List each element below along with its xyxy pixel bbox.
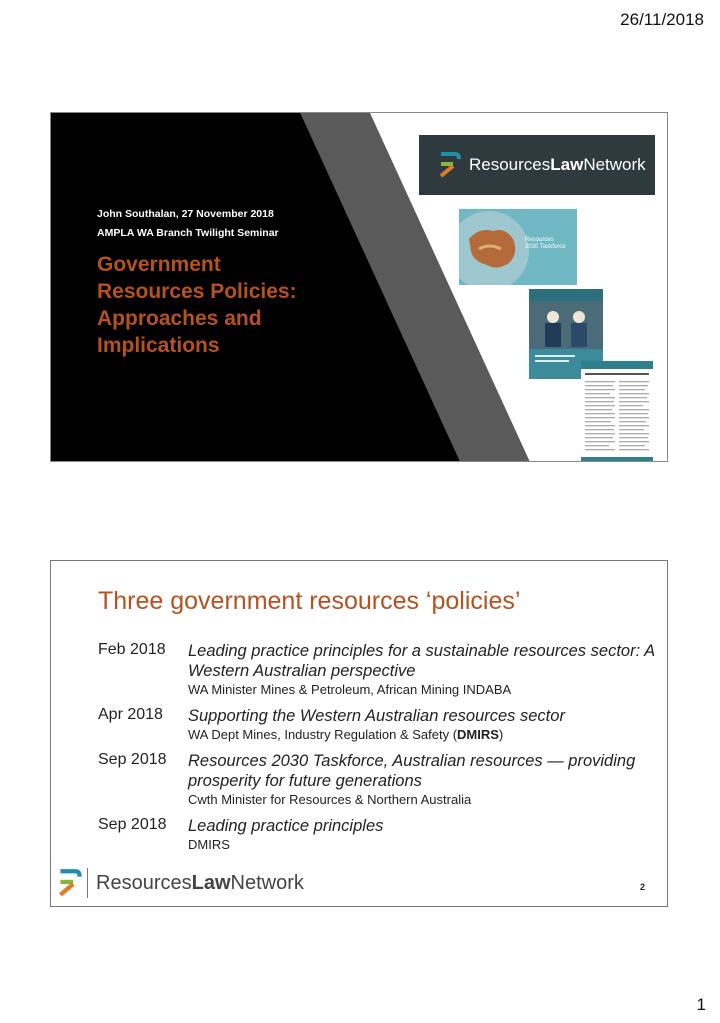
- policy-title: Supporting the Western Australian resources sector: [188, 707, 565, 725]
- policy-source: Cwth Minister for Resources & Northern Australia: [188, 792, 472, 807]
- rln-wordmark: ResourcesLawNetwork: [96, 871, 304, 894]
- policy-title: Leading practice principles for a sustainable resources sector: A Western Australian perspective: [188, 642, 655, 680]
- document-footer-bar: [581, 457, 653, 461]
- slide-number: 2: [639, 882, 645, 892]
- author-line: John Southalan, 27 November 2018: [97, 208, 274, 220]
- policy-title: Resources 2030 Taskforce, Australian resources — providing prosperity for future generations: [188, 752, 636, 790]
- policies-slide: [50, 560, 668, 907]
- rln-wordmark: ResourcesLawNetwork: [469, 155, 646, 174]
- policy-list: [98, 641, 658, 861]
- rln-logo-header: [419, 135, 655, 195]
- policy-source: WA Dept Mines, Industry Regulation & Safety (DMIRS): [188, 727, 504, 742]
- rln-mark-icon: [57, 867, 83, 899]
- policy-date: Feb 2018: [98, 641, 166, 658]
- seminar-line: AMPLA WA Branch Twilight Seminar: [97, 227, 279, 239]
- policy-item: [98, 816, 658, 853]
- title-slide: [50, 112, 668, 462]
- policy-document-page: [581, 361, 653, 461]
- policy-item: [98, 751, 658, 808]
- policy-date: Sep 2018: [98, 816, 167, 833]
- report-cover-text: Resources 2030 Taskforce: [525, 237, 566, 250]
- resources-2030-report-cover: [459, 209, 577, 285]
- dmirs-abbrev: DMIRS: [457, 727, 499, 742]
- policy-title: Leading practice principles: [188, 817, 384, 835]
- slide2-title: Three government resources ‘policies’: [98, 587, 521, 615]
- rln-logo-footer: [57, 867, 304, 899]
- slide1-title: Government Resources Policies: Approaches and Implications: [97, 253, 297, 357]
- logo-divider: [87, 868, 88, 898]
- policy-date: Sep 2018: [98, 751, 167, 768]
- policy-source: WA Minister Mines & Petroleum, African Mining INDABA: [188, 682, 512, 697]
- rln-mark-icon: [439, 150, 461, 180]
- policy-item: [98, 641, 658, 698]
- page-number: 1: [696, 995, 706, 1014]
- australia-map-icon: [459, 209, 529, 285]
- policy-date: Apr 2018: [98, 706, 163, 723]
- policy-source: DMIRS: [188, 837, 230, 852]
- document-text-lines: [581, 369, 653, 461]
- page-date: 26/11/2018: [620, 10, 704, 29]
- document-header-bar: [581, 361, 653, 369]
- policy-item: [98, 706, 658, 743]
